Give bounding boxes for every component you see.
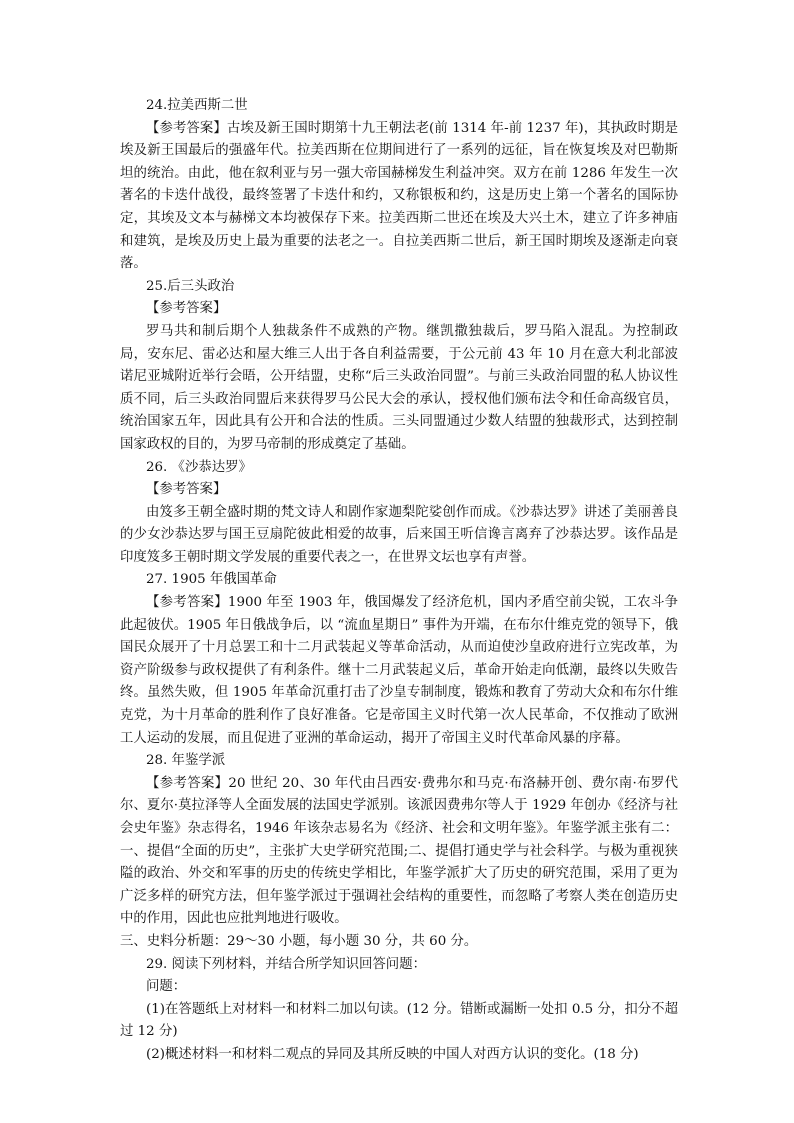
entry-26 <box>120 457 678 570</box>
entry-28 <box>120 750 678 931</box>
entry-27 <box>120 569 678 750</box>
answer-text: 20 世纪 20、30 年代由吕西安·费弗尔和马克·布洛赫开创、费尔南·布罗代尔、夏尔·莫拉泽等人全面发展的法国史学派别。该派因费弗尔等人于 1929 年创办《经济与社会史年鉴》杂志得名，1946 年该杂志易名为《经济、社会和文明年鉴》。年鉴学派主张有二：一、提倡“全面的历史”，主张扩大史学研究范围;二、提倡打通史学与社会科学。与极为重视狭隘的政治、外交和军事的历史的传统史学相比，年鉴学派扩大了历史的研究范围，采用了更为广泛多样的研究方法，但年鉴学派过于强调社会结构的重要性，而忽略了考察人类在创造历史中的作用，因此也应批判地进行吸收。 <box>120 775 679 927</box>
question-29: 29. 阅读下列材料，并结合所学知识回答问题： <box>146 956 426 972</box>
entry-heading: 25.后三头政治 <box>146 278 235 294</box>
section-3 <box>120 931 678 1067</box>
entry-24 <box>120 95 678 276</box>
entry-heading: 28. 年鉴学派 <box>146 753 226 769</box>
answer-label: 【参考答案】 <box>146 775 229 791</box>
answer-text: 由笈多王朝全盛时期的梵文诗人和剧作家迦梨陀娑创作而成。《沙恭达罗》讲述了美丽善良的少女沙恭达罗与国王豆扇陀彼此相爱的故事，后来国王听信谗言离弃了沙恭达罗。该作品是印度笈多王朝时期文学发展的重要代表之一，在世界文坛也享有声誉。 <box>120 504 678 565</box>
section-title: 三、史料分析题：29～30 小题，每小题 30 分，共 60 分。 <box>120 933 478 949</box>
answer-label: 【参考答案】 <box>146 120 227 136</box>
answer-label: 【参考答案】 <box>146 301 227 317</box>
answer-text: 1900 年至 1903 年，俄国爆发了经济危机，国内矛盾空前尖锐，工农斗争此起彼伏。1905 年日俄战争后，以 “流血星期日” 事件为开端，在布尔什维克党的领导下，俄国民众展开了十月总罢工和十二月武装起义等革命活动，从而迫使沙皇政府进行立宪改革，为资产阶级参与政权提供了有利条件。继十二月武装起义后，革命开始走向低潮，最终以失败告终。虽然失败，但 1905 年革命沉重打击了沙皇专制制度，锻炼和教育了劳动大众和布尔什维克党，为十月革命的胜利作了良好准备。它是帝国主义时代第一次人民革命，不仅推动了欧洲工人运动的发展，而且促进了亚洲的革命运动，揭开了帝国主义时代革命风暴的序幕。 <box>120 595 678 746</box>
entry-answer <box>120 118 678 276</box>
entry-heading: 24.拉美西斯二世 <box>146 98 248 113</box>
entry-25 <box>120 276 678 457</box>
answer-label: 【参考答案】 <box>146 482 227 498</box>
entry-answer <box>120 592 678 750</box>
sub-question-1: (1)在答题纸上对材料一和材料二加以句读。(12 分。错断或漏断一处扣 0.5 分，扣分不超过 12 分) <box>120 1001 678 1040</box>
entry-heading: 26. 《沙恭达罗》 <box>146 459 252 475</box>
entry-answer <box>120 773 678 931</box>
sub-question-2: (2)概述材料一和材料二观点的异同及其所反映的中国人对西方认识的变化。(18 分) <box>146 1046 639 1062</box>
answer-text: 古埃及新王国时期第十九王朝法老(前 1314 年-前 1237 年)，其执政时期是埃及新王国最后的强盛年代。拉美西斯在位期间进行了一系列的远征，旨在恢复埃及对巴勒斯坦的统治。由此，他在叙利亚与另一强大帝国赫梯发生利益冲突。双方在前 1286 年发生一次著名的卡迭什战役，最终签署了卡迭什和约，又称银板和约，这是历史上第一个著名的国际协定，其埃及文本与赫梯文本均被保存下来。拉美西斯二世还在埃及大兴土木，建立了许多神庙和建筑，是埃及历史上最为重要的法老之一。自拉美西斯二世后，新王国时期埃及逐渐走向衰落。 <box>120 120 679 272</box>
question-label: 问题： <box>146 979 187 995</box>
document-content <box>120 95 678 1067</box>
answer-text: 罗马共和制后期个人独裁条件不成熟的产物。继凯撒独裁后，罗马陷入混乱。为控制政局，安东尼、雷必达和屋大维三人出于各自利益需要，于公元前 43 年 10 月在意大利北部波诺尼亚城附近举行会晤，公开结盟，史称“后三头政治同盟”。与前三头政治同盟的私人协议性质不同，后三头政治同盟后来获得罗马公民大会的承认，授权他们颁布法令和任命高级官员，统治国家五年，因此具有公开和合法的性质。三头同盟通过少数人结盟的独裁形式，达到控制国家政权的目的，为罗马帝制的形成奠定了基础。 <box>120 323 678 452</box>
answer-label: 【参考答案】 <box>146 595 228 611</box>
entry-heading: 27. 1905 年俄国革命 <box>146 572 277 588</box>
